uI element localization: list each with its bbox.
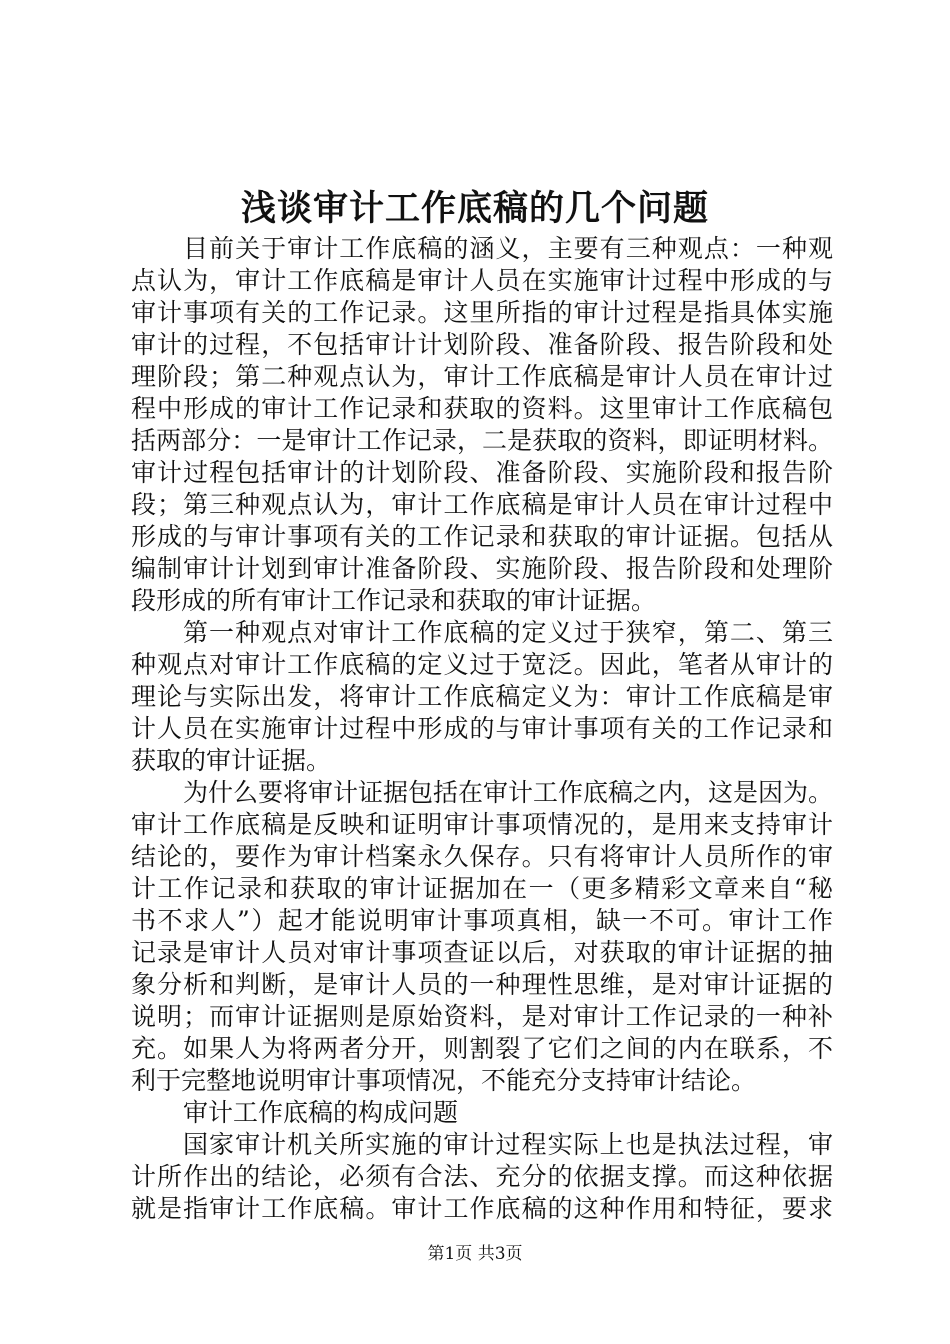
text-line: 理论与实际出发，将审计工作底稿定义为：审计工作底稿是审 — [131, 682, 833, 711]
text-line: 国家审计机关所实施的审计过程实际上也是执法过程，审 — [183, 1130, 833, 1159]
text-line: 段形成的所有审计工作记录和获取的审计证据。 — [131, 586, 657, 615]
text-line: 审计事项有关的工作记录。这里所指的审计过程是指具体实施 — [131, 298, 833, 327]
text-line: 计工作记录和获取的审计证据加在一（更多精彩文章来自“秘 — [131, 874, 833, 903]
text-line: 计所作出的结论，必须有合法、充分的依据支撑。而这种依据 — [131, 1162, 833, 1191]
text-line: 记录是审计人员对审计事项查证以后，对获取的审计证据的抽 — [131, 938, 833, 967]
document-title: 浅谈审计工作底稿的几个问题 — [240, 188, 709, 229]
text-line: 审计过程包括审计的计划阶段、准备阶段、实施阶段和报告阶 — [131, 458, 833, 487]
text-line: 为什么要将审计证据包括在审计工作底稿之内，这是因为。 — [183, 778, 833, 807]
text-line: 审计工作底稿是反映和证明审计事项情况的，是用来支持审计 — [131, 810, 833, 839]
text-line: 就是指审计工作底稿。审计工作底稿的这种作用和特征，要求 — [131, 1194, 833, 1223]
page-footer: 第1页 共3页 — [427, 1244, 523, 1264]
text-line: 第一种观点对审计工作底稿的定义过于狭窄，第二、第三 — [183, 618, 833, 647]
text-line: 形成的与审计事项有关的工作记录和获取的审计证据。包括从 — [131, 522, 833, 551]
text-line: 理阶段；第二种观点认为，审计工作底稿是审计人员在审计过 — [131, 362, 833, 391]
text-line: 利于完整地说明审计事项情况，不能充分支持审计结论。 — [131, 1066, 757, 1095]
text-line: 种观点对审计工作底稿的定义过于宽泛。因此，笔者从审计的 — [131, 650, 833, 679]
text-line: 括两部分：一是审计工作记录，二是获取的资料，即证明材料。 — [131, 426, 833, 455]
text-line: 目前关于审计工作底稿的涵义，主要有三种观点：一种观 — [183, 234, 833, 263]
text-line: 书不求人”）起才能说明审计事项真相，缺一不可。审计工作 — [131, 906, 833, 935]
text-line: 象分析和判断，是审计人员的一种理性思维，是对审计证据的 — [131, 970, 833, 999]
text-line: 审计的过程，不包括审计计划阶段、准备阶段、报告阶段和处 — [131, 330, 833, 359]
document-body — [131, 233, 833, 1225]
text-line: 说明；而审计证据则是原始资料，是对审计工作记录的一种补 — [131, 1002, 833, 1031]
text-line: 结论的，要作为审计档案永久保存。只有将审计人员所作的审 — [131, 842, 833, 871]
text-line: 充。如果人为将两者分开，则割裂了它们之间的内在联系，不 — [131, 1034, 833, 1063]
text-line: 点认为，审计工作底稿是审计人员在实施审计过程中形成的与 — [131, 266, 833, 295]
text-line: 程中形成的审计工作记录和获取的资料。这里审计工作底稿包 — [131, 394, 833, 423]
text-line: 段；第三种观点认为，审计工作底稿是审计人员在审计过程中 — [131, 490, 833, 519]
text-line: 获取的审计证据。 — [131, 746, 332, 775]
section-heading: 审计工作底稿的构成问题 — [183, 1098, 459, 1127]
text-line: 编制审计计划到审计准备阶段、实施阶段、报告阶段和处理阶 — [131, 554, 833, 583]
text-line: 计人员在实施审计过程中形成的与审计事项有关的工作记录和 — [131, 714, 833, 743]
